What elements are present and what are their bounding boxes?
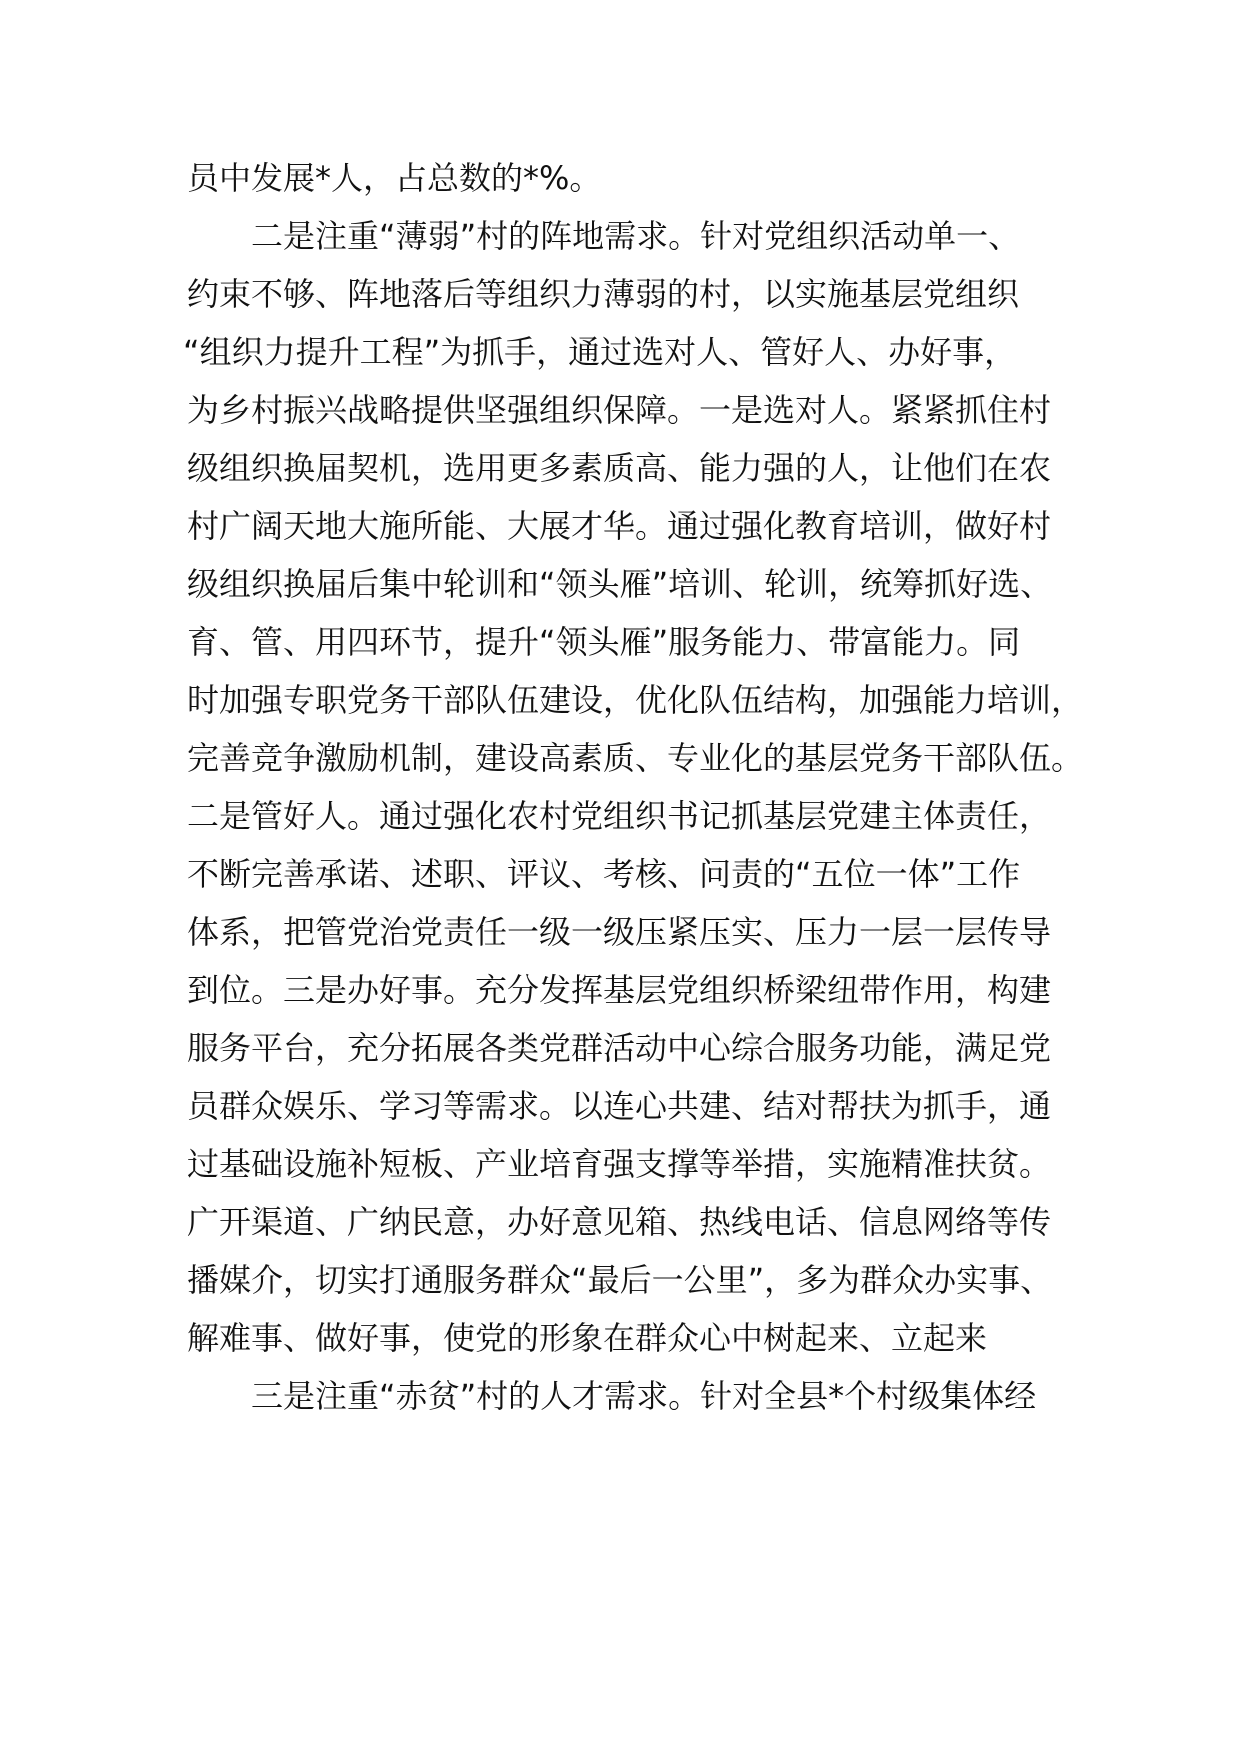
text-line: 解难事、做好事，使党的形象在群众心中树起来、立起来 — [187, 1319, 988, 1357]
text-line: 约束不够、阵地落后等组织力薄弱的村，以实施基层党组织 — [187, 275, 1020, 313]
text-line: 广开渠道、广纳民意，办好意见箱、热线电话、信息网络等传 — [187, 1203, 1052, 1241]
text-line: 播媒介，切实打通服务群众“最后一公里”，多为群众办实事、 — [187, 1261, 1053, 1299]
text-line: 育、管、用四环节，提升“领头雁”服务能力、带富能力。同 — [187, 623, 1021, 661]
text-line: 时加强专职党务干部队伍建设，优化队伍结构，加强能力培训， — [187, 681, 1084, 719]
text-line: 员中发展*人，占总数的*%。 — [187, 159, 602, 197]
text-line: 级组织换届契机，选用更多素质高、能力强的人，让他们在农 — [187, 449, 1052, 487]
text-line: 为乡村振兴战略提供坚强组织保障。一是选对人。紧紧抓住村 — [187, 391, 1052, 429]
text-line: 完善竞争激励机制，建设高素质、专业化的基层党务干部队伍。 — [187, 739, 1084, 777]
text-line: 服务平台，充分拓展各类党群活动中心综合服务功能，满足党 — [187, 1029, 1052, 1067]
text-line: 二是管好人。通过强化农村党组织书记抓基层党建主体责任， — [187, 797, 1052, 835]
paragraph-start-line: 三是注重“赤贫”村的人才需求。针对全县*个村级集体经 — [251, 1377, 1037, 1415]
text-line: “组织力提升工程”为抓手，通过选对人、管好人、办好事， — [183, 333, 1017, 371]
text-line: 级组织换届后集中轮训和“领头雁”培训、轮训，统筹抓好选、 — [187, 565, 1053, 603]
text-line: 到位。三是办好事。充分发挥基层党组织桥梁纽带作用，构建 — [187, 971, 1052, 1009]
text-line: 过基础设施补短板、产业培育强支撑等举措，实施精准扶贫。 — [187, 1145, 1052, 1183]
text-line: 村广阔天地大施所能、大展才华。通过强化教育培训，做好村 — [187, 507, 1052, 545]
text-line: 体系，把管党治党责任一级一级压紧压实、压力一层一层传导 — [187, 913, 1052, 951]
text-line: 员群众娱乐、学习等需求。以连心共建、结对帮扶为抓手，通 — [187, 1087, 1052, 1125]
paragraph-start-line: 二是注重“薄弱”村的阵地需求。针对党组织活动单一、 — [251, 217, 1021, 255]
text-line: 不断完善承诺、述职、评议、考核、问责的“五位一体”工作 — [187, 855, 1021, 893]
